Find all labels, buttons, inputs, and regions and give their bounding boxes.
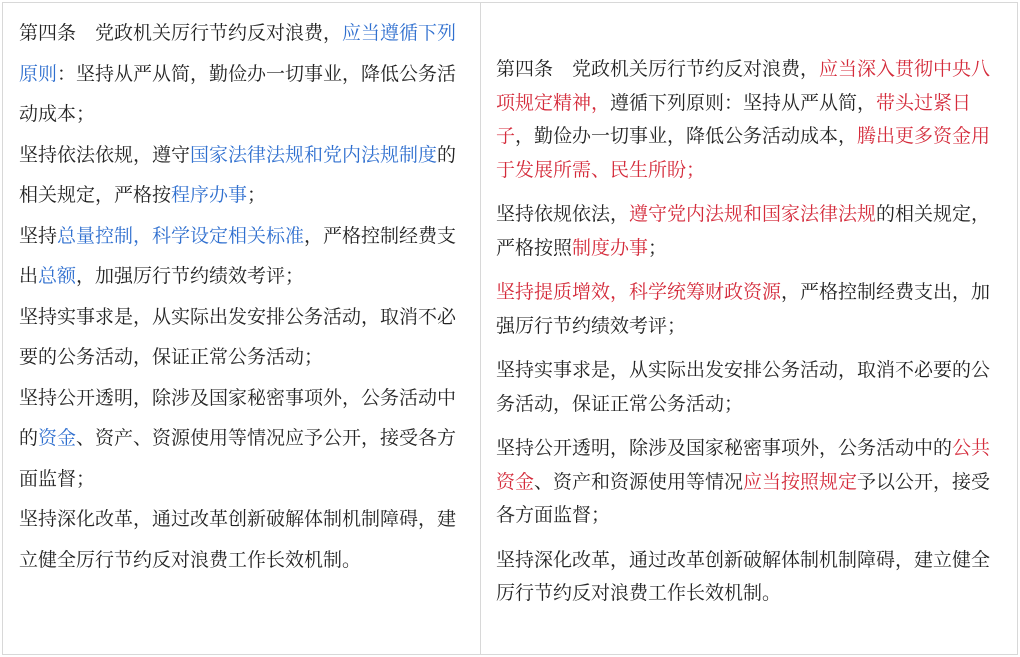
- text-segment: ：坚持从严从简，勤俭办一切事业，降低公务活动成本；: [19, 62, 457, 125]
- left-paragraph: [19, 216, 470, 297]
- text-segment: 坚持实事求是，从实际出发安排公务活动，取消不必要的公务活动，保证正常公务活动；: [19, 305, 457, 368]
- text-segment: 、资产和资源使用等情况: [534, 470, 744, 493]
- highlighted-text-segment: 腾出更多资金用于发展所需、民生所盼；: [496, 125, 991, 181]
- right-paragraph: [496, 276, 1005, 343]
- highlighted-text-segment: 公共资金: [496, 437, 991, 493]
- comparison-table: [2, 2, 1018, 655]
- highlighted-text-segment: 应当按照规定: [743, 470, 858, 493]
- text-segment: 坚持实事求是，从实际出发安排公务活动，取消不必要的公务活动，保证正常公务活动；: [496, 359, 991, 415]
- text-segment: 坚持深化改革，通过改革创新破解体制机制障碍，建立健全厉行节约反对浪费工作长效机制。: [19, 508, 457, 571]
- text-segment: ；: [648, 236, 668, 259]
- highlighted-text-segment: 国家法律法规和党内法规制度: [190, 143, 438, 166]
- left-column-old-text: [3, 3, 481, 654]
- text-segment: ，严格控制经费支出，加强厉行节约绩效考评；: [496, 281, 991, 337]
- right-paragraph: [496, 198, 1005, 265]
- right-paragraph: [496, 354, 1005, 421]
- text-segment: ，勤俭办一切事业，降低公务活动成本，: [515, 125, 858, 147]
- left-paragraph: [19, 378, 470, 500]
- text-segment: 坚持公开透明，除涉及国家秘密事项外，公务活动中的: [496, 437, 953, 459]
- highlighted-text-segment: 程序办事: [171, 184, 248, 206]
- text-segment: 坚持依法依规，遵守: [19, 143, 191, 166]
- text-segment: 坚持: [19, 224, 58, 247]
- highlighted-text-segment: 资金: [38, 427, 77, 449]
- text-segment: 予以公开，接受各方面监督；: [496, 470, 991, 526]
- text-segment: ，严格控制经费支出: [19, 224, 457, 287]
- left-paragraph: [19, 135, 470, 216]
- text-segment: 的相关规定，严格按: [19, 143, 457, 206]
- highlighted-text-segment: 应当遵循下列原则: [19, 22, 457, 85]
- right-paragraph: [496, 432, 1005, 533]
- highlighted-text-segment: 坚持提质增效，科学统筹财政资源: [496, 281, 782, 303]
- left-paragraph: [19, 13, 470, 135]
- highlighted-text-segment: 总额: [38, 265, 77, 287]
- text-segment: 第四条 党政机关厉行节约反对浪费，: [19, 22, 343, 44]
- highlighted-text-segment: 总量控制，科学设定相关标准: [57, 224, 305, 247]
- text-segment: 的相关规定，严格按照: [496, 203, 991, 259]
- text-segment: 坚持依规依法，: [496, 203, 630, 225]
- highlighted-text-segment: 应当深入贯彻中央八项规定精神，: [496, 58, 991, 114]
- text-segment: 遵循下列原则：坚持从严从简，: [610, 91, 877, 114]
- text-segment: 第四条 党政机关厉行节约反对浪费，: [496, 58, 820, 80]
- right-paragraph: [496, 544, 1005, 611]
- highlighted-text-segment: 制度办事: [572, 236, 649, 259]
- right-paragraph: [496, 53, 1005, 187]
- text-segment: 坚持深化改革，通过改革创新破解体制机制障碍，建立健全厉行节约反对浪费工作长效机制。: [496, 548, 991, 604]
- text-segment: 坚持公开透明，除涉及国家秘密事项外，公务活动中的: [19, 386, 457, 449]
- left-paragraph: [19, 499, 470, 580]
- left-paragraph: [19, 297, 470, 378]
- highlighted-text-segment: 带头过紧日子: [496, 91, 972, 147]
- right-column-new-text: [481, 3, 1017, 654]
- text-segment: ，加强厉行节约绩效考评；: [76, 265, 305, 287]
- text-segment: 、资产、资源使用等情况应予公开，接受各方面监督；: [19, 427, 457, 490]
- highlighted-text-segment: 遵守党内法规和国家法律法规: [629, 203, 877, 225]
- text-segment: ；: [247, 184, 267, 206]
